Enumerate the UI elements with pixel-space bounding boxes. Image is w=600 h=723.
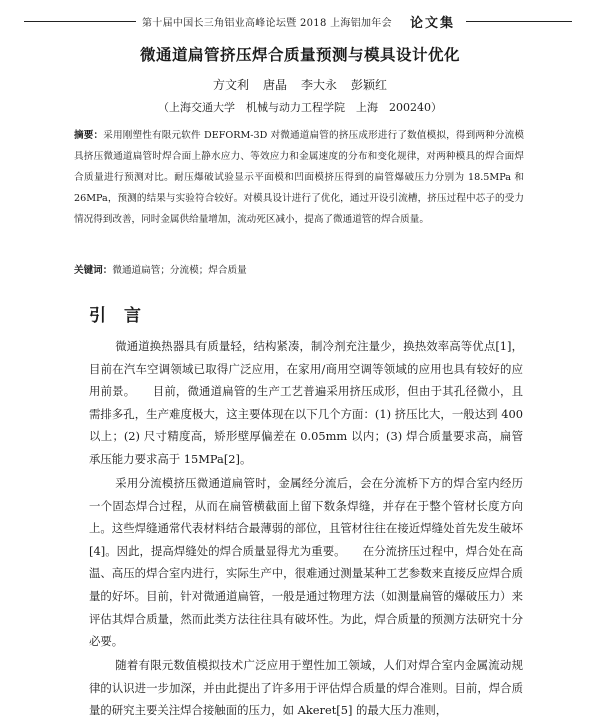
author-name: 李大永 [301, 78, 338, 92]
section-heading: 引言 [89, 306, 159, 326]
running-header [24, 12, 572, 30]
author-list [0, 76, 600, 93]
author-name: 彭颖红 [351, 78, 388, 92]
body-paragraph-2 [89, 472, 523, 653]
abstract-text: 采用刚塑性有限元软件 DEFORM-3D 对微通道扁管的挤压成形进行了数值模拟，得到两种分流模具挤压微通道扁管时焊合面上静水应力、等效应力和金属速度的分布和变化规律，对两种模具的焊合面焊合质量进行预测对比。耐压爆破试验显示平面模和凹面模挤压得到的扁管爆破压力分别为 18.5MPa 和 26MPa，预测的结果与实验符合较好。对模具设计进行了优化，通过开设引流槽，挤压过程中芯子的受力情况得到改善，同时金属供给量增加，流动死区减小，提高了微通道管的焊合质量。 [74, 130, 524, 225]
body-paragraph-3 [89, 654, 523, 722]
header-rule-right [466, 21, 572, 22]
paper-title: 微通道扁管挤压焊合质量预测与模具设计优化 [139, 45, 460, 64]
proceedings-badge: 论文集 [410, 16, 456, 31]
author-name: 方文利 [212, 78, 249, 92]
keywords-text: 微通道扁管；分流模；焊合质量 [112, 265, 247, 276]
running-title: 第十届中国长三角铝业高峰论坛暨 2018 上海铝加年会 [142, 18, 392, 29]
paragraph-text: 随着有限元数值模拟技术广泛应用于塑性加工领域，人们对焊合室内金属流动规律的认识进一步加深，并由此提出了许多用于评估焊合质量的焊合准则。目前，焊合质量的研究主要关注焊合接触面的压力，如 Akeret[5] 的最大压力准则， [89, 658, 523, 718]
keywords [74, 262, 524, 276]
affiliation: （上海交通大学 机械与动力工程学院 上海 200240） [158, 101, 442, 114]
paragraph-text: 采用分流模挤压微通道扁管时，金属经分流后，会在分流桥下方的焊合室内经历一个固态焊合过程，从而在扁管横截面上留下数条焊缝，并存在于整个管材长度方向上。这些焊缝通常代表材料结合最薄弱的部位，且管材往往在接近焊缝处首先发生破坏[4]。因此，提高焊缝处的焊合质量显得尤为重要。 在分流挤压过程中，焊合处在高温、高压的焊合室内进行，实际生产中，很难通过测量某种工艺参数来直接反应焊合质量的好坏。目前，针对微通道扁管，一般是通过物理方法（如测量扁管的爆破压力）来评估其焊合质量，然而此类方法往往具有破坏性。为此，焊合质量的预测方法研究十分必要。 [89, 476, 523, 649]
abstract-label: 摘要： [74, 130, 104, 141]
body-paragraph-1 [89, 335, 523, 471]
author-name: 唐晶 [262, 78, 287, 92]
paragraph-text: 微通道换热器具有质量轻，结构紧凑，制冷剂充注量少，换热效率高等优点[1]，目前在汽车空调领域已取得广泛应用，在家用/商用空调等领域的应用也具有较好的应用前景。 目前，微通道扁管的生产工艺普遍采用挤压成形，但由于其孔径微小，且需排多孔，生产难度极大，这主要体现在以下几个方面：(1) 挤压比大，一般达到 400 以上；(2) 尺寸精度高，矫形壁厚偏差在 0.05mm 以内；(3) 焊合质量要求高，扁管承压能力要求高于 15MPa[2]。 [89, 339, 523, 466]
keywords-label: 关键词： [74, 265, 113, 276]
header-rule-left [24, 21, 136, 22]
abstract [74, 125, 524, 230]
